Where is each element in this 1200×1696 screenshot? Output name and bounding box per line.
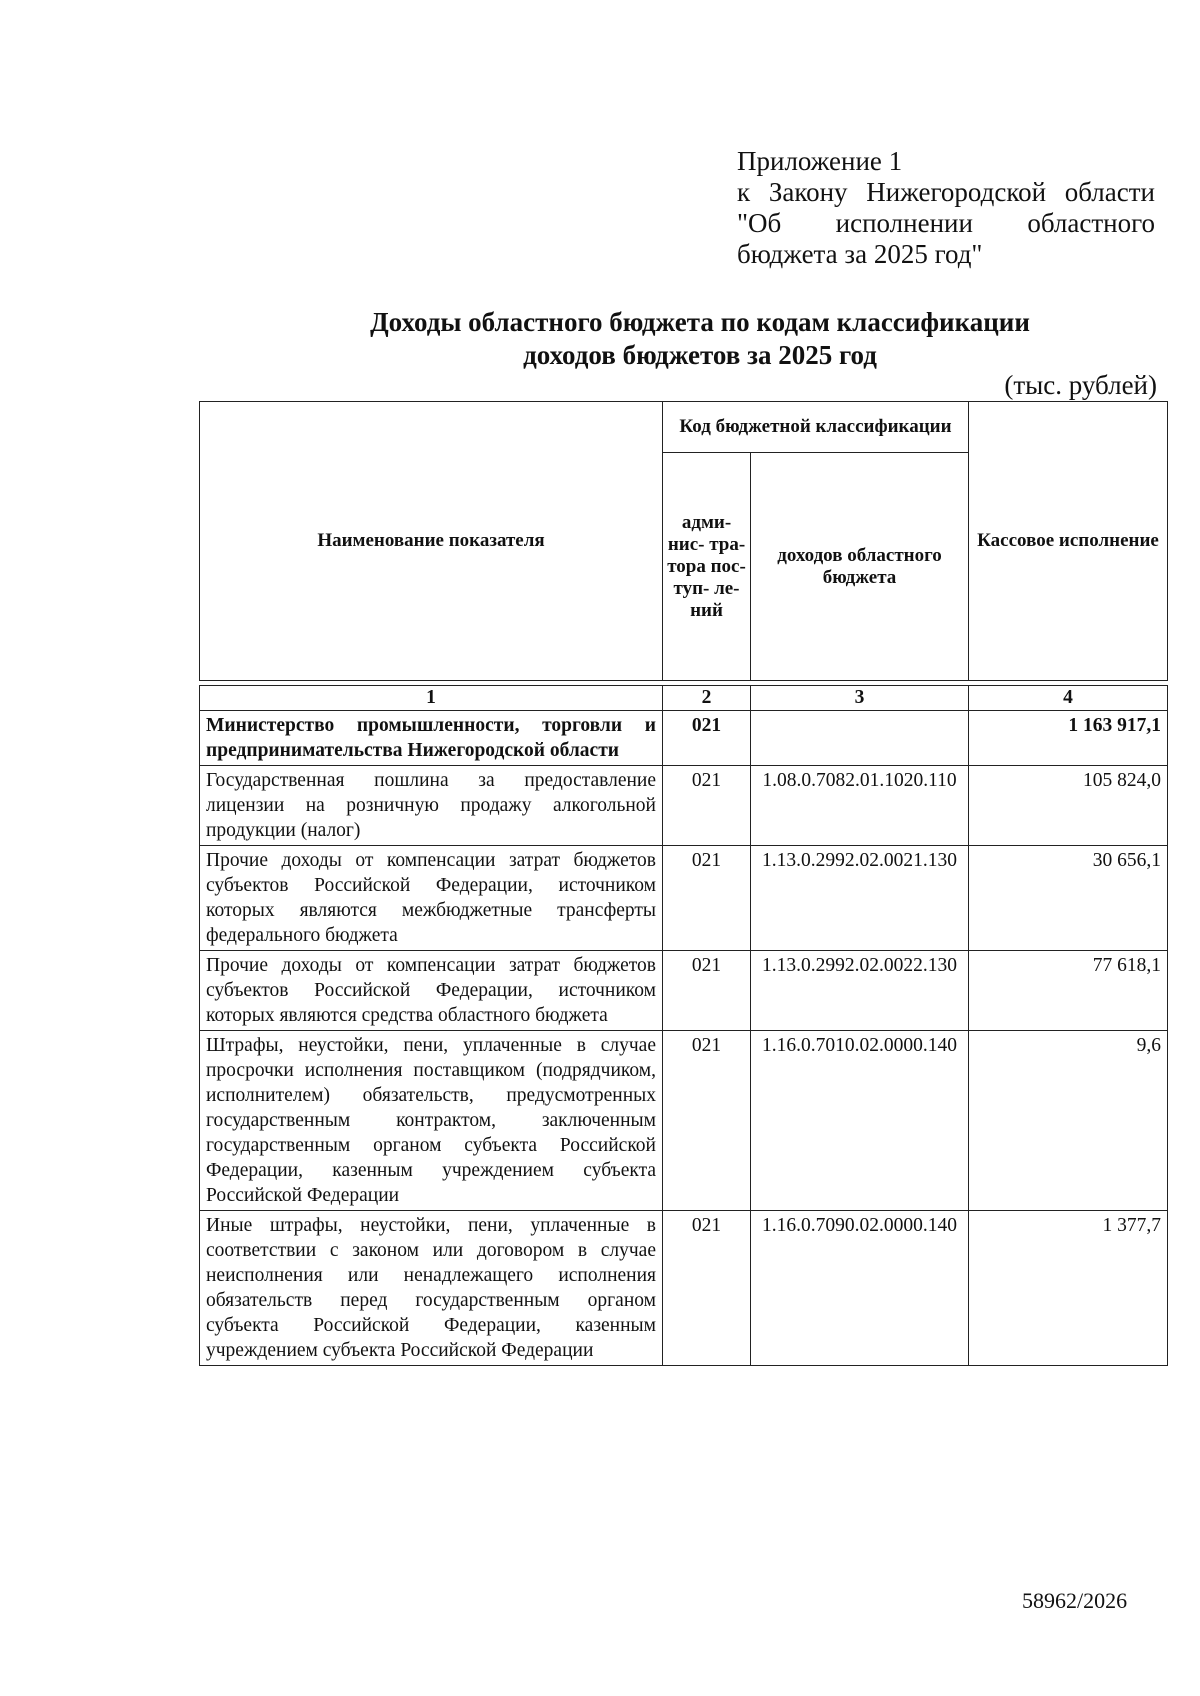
cell-code: 1.13.0.2992.02.0022.130 — [751, 951, 969, 1031]
cell-admin: 021 — [663, 846, 751, 951]
column-number: 2 — [663, 686, 751, 711]
appendix-line: "Об исполнении областного — [737, 208, 1155, 238]
cell-amount: 1 163 917,1 — [969, 711, 1168, 766]
cell-admin: 021 — [663, 951, 751, 1031]
appendix-line: Приложение 1 — [737, 146, 903, 176]
table-row — [200, 766, 1168, 846]
column-number-row — [200, 686, 1168, 711]
cell-admin: 021 — [663, 711, 751, 766]
cell-admin: 021 — [663, 1031, 751, 1211]
header-amount: Кассовое исполнение — [969, 402, 1168, 681]
column-number: 3 — [751, 686, 969, 711]
appendix-block — [737, 146, 1155, 270]
table-row — [200, 951, 1168, 1031]
cell-admin: 021 — [663, 1211, 751, 1366]
header-income-code: доходов областного бюджета — [751, 453, 969, 681]
header-code-group: Код бюджетной классификации — [663, 402, 969, 453]
column-number: 1 — [200, 686, 663, 711]
units-label: (тыс. рублей) — [1004, 370, 1157, 400]
cell-code: 1.08.0.7082.01.1020.110 — [751, 766, 969, 846]
revenue-table — [199, 401, 1168, 1366]
cell-code: 1.16.0.7090.02.0000.140 — [751, 1211, 969, 1366]
cell-name: Прочие доходы от компенсации затрат бюджетов субъектов Российской Федерации, источником которых являются межбюджетные трансферты федерального бюджета — [200, 846, 663, 951]
table-row — [200, 711, 1168, 766]
cell-amount: 30 656,1 — [969, 846, 1168, 951]
table-row — [200, 1031, 1168, 1211]
table-row — [200, 1211, 1168, 1366]
cell-amount: 105 824,0 — [969, 766, 1168, 846]
cell-code: 1.13.0.2992.02.0021.130 — [751, 846, 969, 951]
header-name: Наименование показателя — [200, 402, 663, 681]
cell-amount: 77 618,1 — [969, 951, 1168, 1031]
column-number: 4 — [969, 686, 1168, 711]
header-admin: адми- нис- тра- тора пос- туп- ле- ний — [663, 453, 751, 681]
cell-code: 1.16.0.7010.02.0000.140 — [751, 1031, 969, 1211]
cell-name: Иные штрафы, неустойки, пени, уплаченные в соответствии с законом или договором в случае неисполнения или ненадлежащего исполнения обязательств перед государственным органом субъекта Российской Федерации, казенным учреждением субъекта Российской Федерации — [200, 1211, 663, 1366]
document-number: 58962/2026 — [1022, 1588, 1128, 1613]
cell-code — [751, 711, 969, 766]
cell-admin: 021 — [663, 766, 751, 846]
document-title — [200, 306, 1200, 372]
header-row — [200, 402, 1168, 453]
cell-name: Прочие доходы от компенсации затрат бюджетов субъектов Российской Федерации, источником которых являются средства областного бюджета — [200, 951, 663, 1031]
cell-name: Штрафы, неустойки, пени, уплаченные в случае просрочки исполнения поставщиком (подрядчиком, исполнителем) обязательств, предусмотренных государственным контрактом, заключенным государственным органом субъекта Российской Федерации, казенным учреждением субъекта Российской Федерации — [200, 1031, 663, 1211]
cell-amount: 1 377,7 — [969, 1211, 1168, 1366]
cell-amount: 9,6 — [969, 1031, 1168, 1211]
cell-name: Министерство промышленности, торговли и предпринимательства Нижегородской области — [200, 711, 663, 766]
document-title-line: Доходы областного бюджета по кодам классификации — [370, 307, 1030, 337]
table-row — [200, 846, 1168, 951]
appendix-line: бюджета за 2025 год" — [737, 239, 983, 269]
document-title-line: доходов бюджетов за 2025 год — [523, 340, 877, 370]
cell-name: Государственная пошлина за предоставление лицензии на розничную продажу алкогольной продукции (налог) — [200, 766, 663, 846]
appendix-line: к Закону Нижегородской области — [737, 177, 1155, 207]
